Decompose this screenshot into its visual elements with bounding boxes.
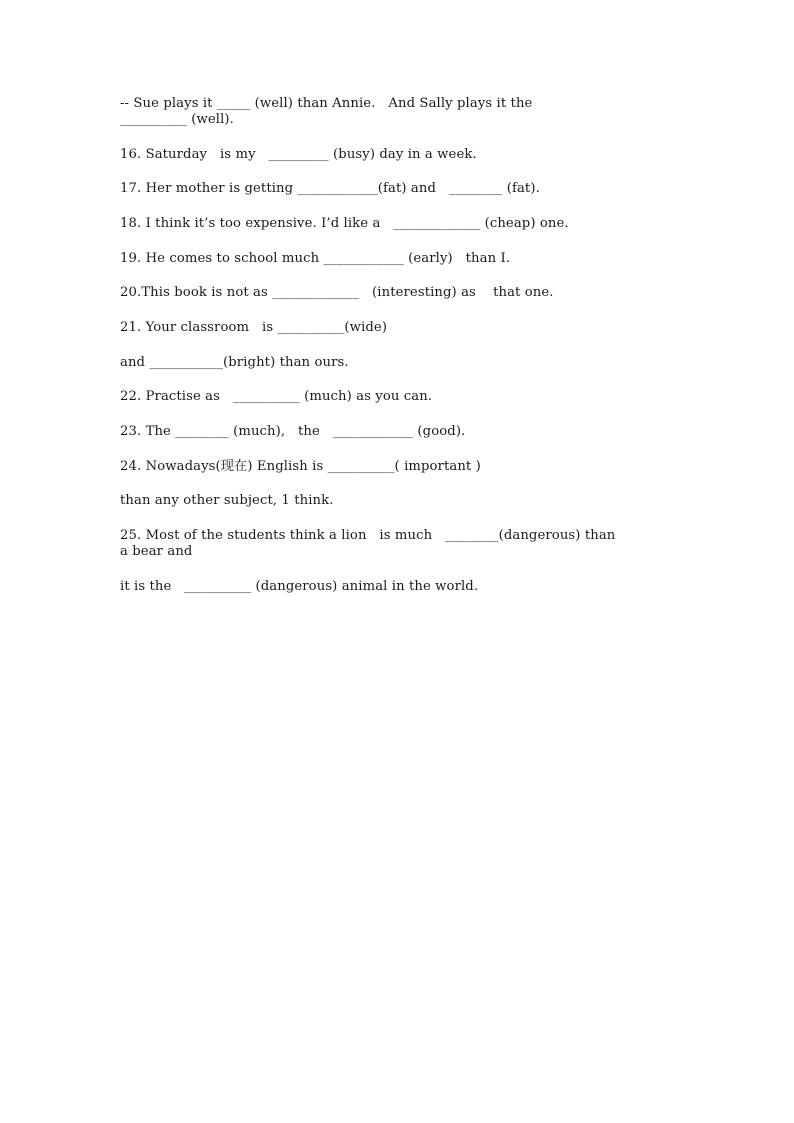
- exercise-line-24-cont: than any other subject, 1 think.: [120, 493, 334, 508]
- exercise-line-19: 19. He comes to school much ____________ (early) than I.: [120, 251, 511, 266]
- exercise-line-18: 18. I think it’s too expensive. I’d like a _____________ (cheap) one.: [120, 216, 569, 231]
- exercise-line-21-cont: and ___________(bright) than ours.: [120, 355, 349, 370]
- exercise-line-22: 22. Practise as __________ (much) as you can.: [120, 389, 433, 404]
- exercise-line-25-cont: it is the __________ (dangerous) animal in the world.: [120, 579, 479, 594]
- exercise-line-17: 17. Her mother is getting ____________(fat) and ________ (fat).: [120, 181, 540, 196]
- exercise-line-intro-1: -- Sue plays it _____ (well) than Annie. And Sally plays it the: [120, 96, 533, 111]
- exercise-line-16: 16. Saturday is my _________ (busy) day in a week.: [120, 147, 477, 162]
- exercise-line-23: 23. The ________ (much), the ____________ (good).: [120, 424, 466, 439]
- exercise-line-25-wrap: a bear and: [120, 544, 193, 559]
- exercise-line-20: 20.This book is not as _____________ (interesting) as that one.: [120, 285, 554, 300]
- exercise-line-25: 25. Most of the students think a lion is much ________(dangerous) than: [120, 528, 616, 543]
- exercise-line-21: 21. Your classroom is __________(wide): [120, 320, 388, 335]
- exercise-line-intro-2: __________ (well).: [120, 112, 234, 127]
- exercise-line-24: 24. Nowadays(现在) English is __________( important ): [120, 459, 481, 474]
